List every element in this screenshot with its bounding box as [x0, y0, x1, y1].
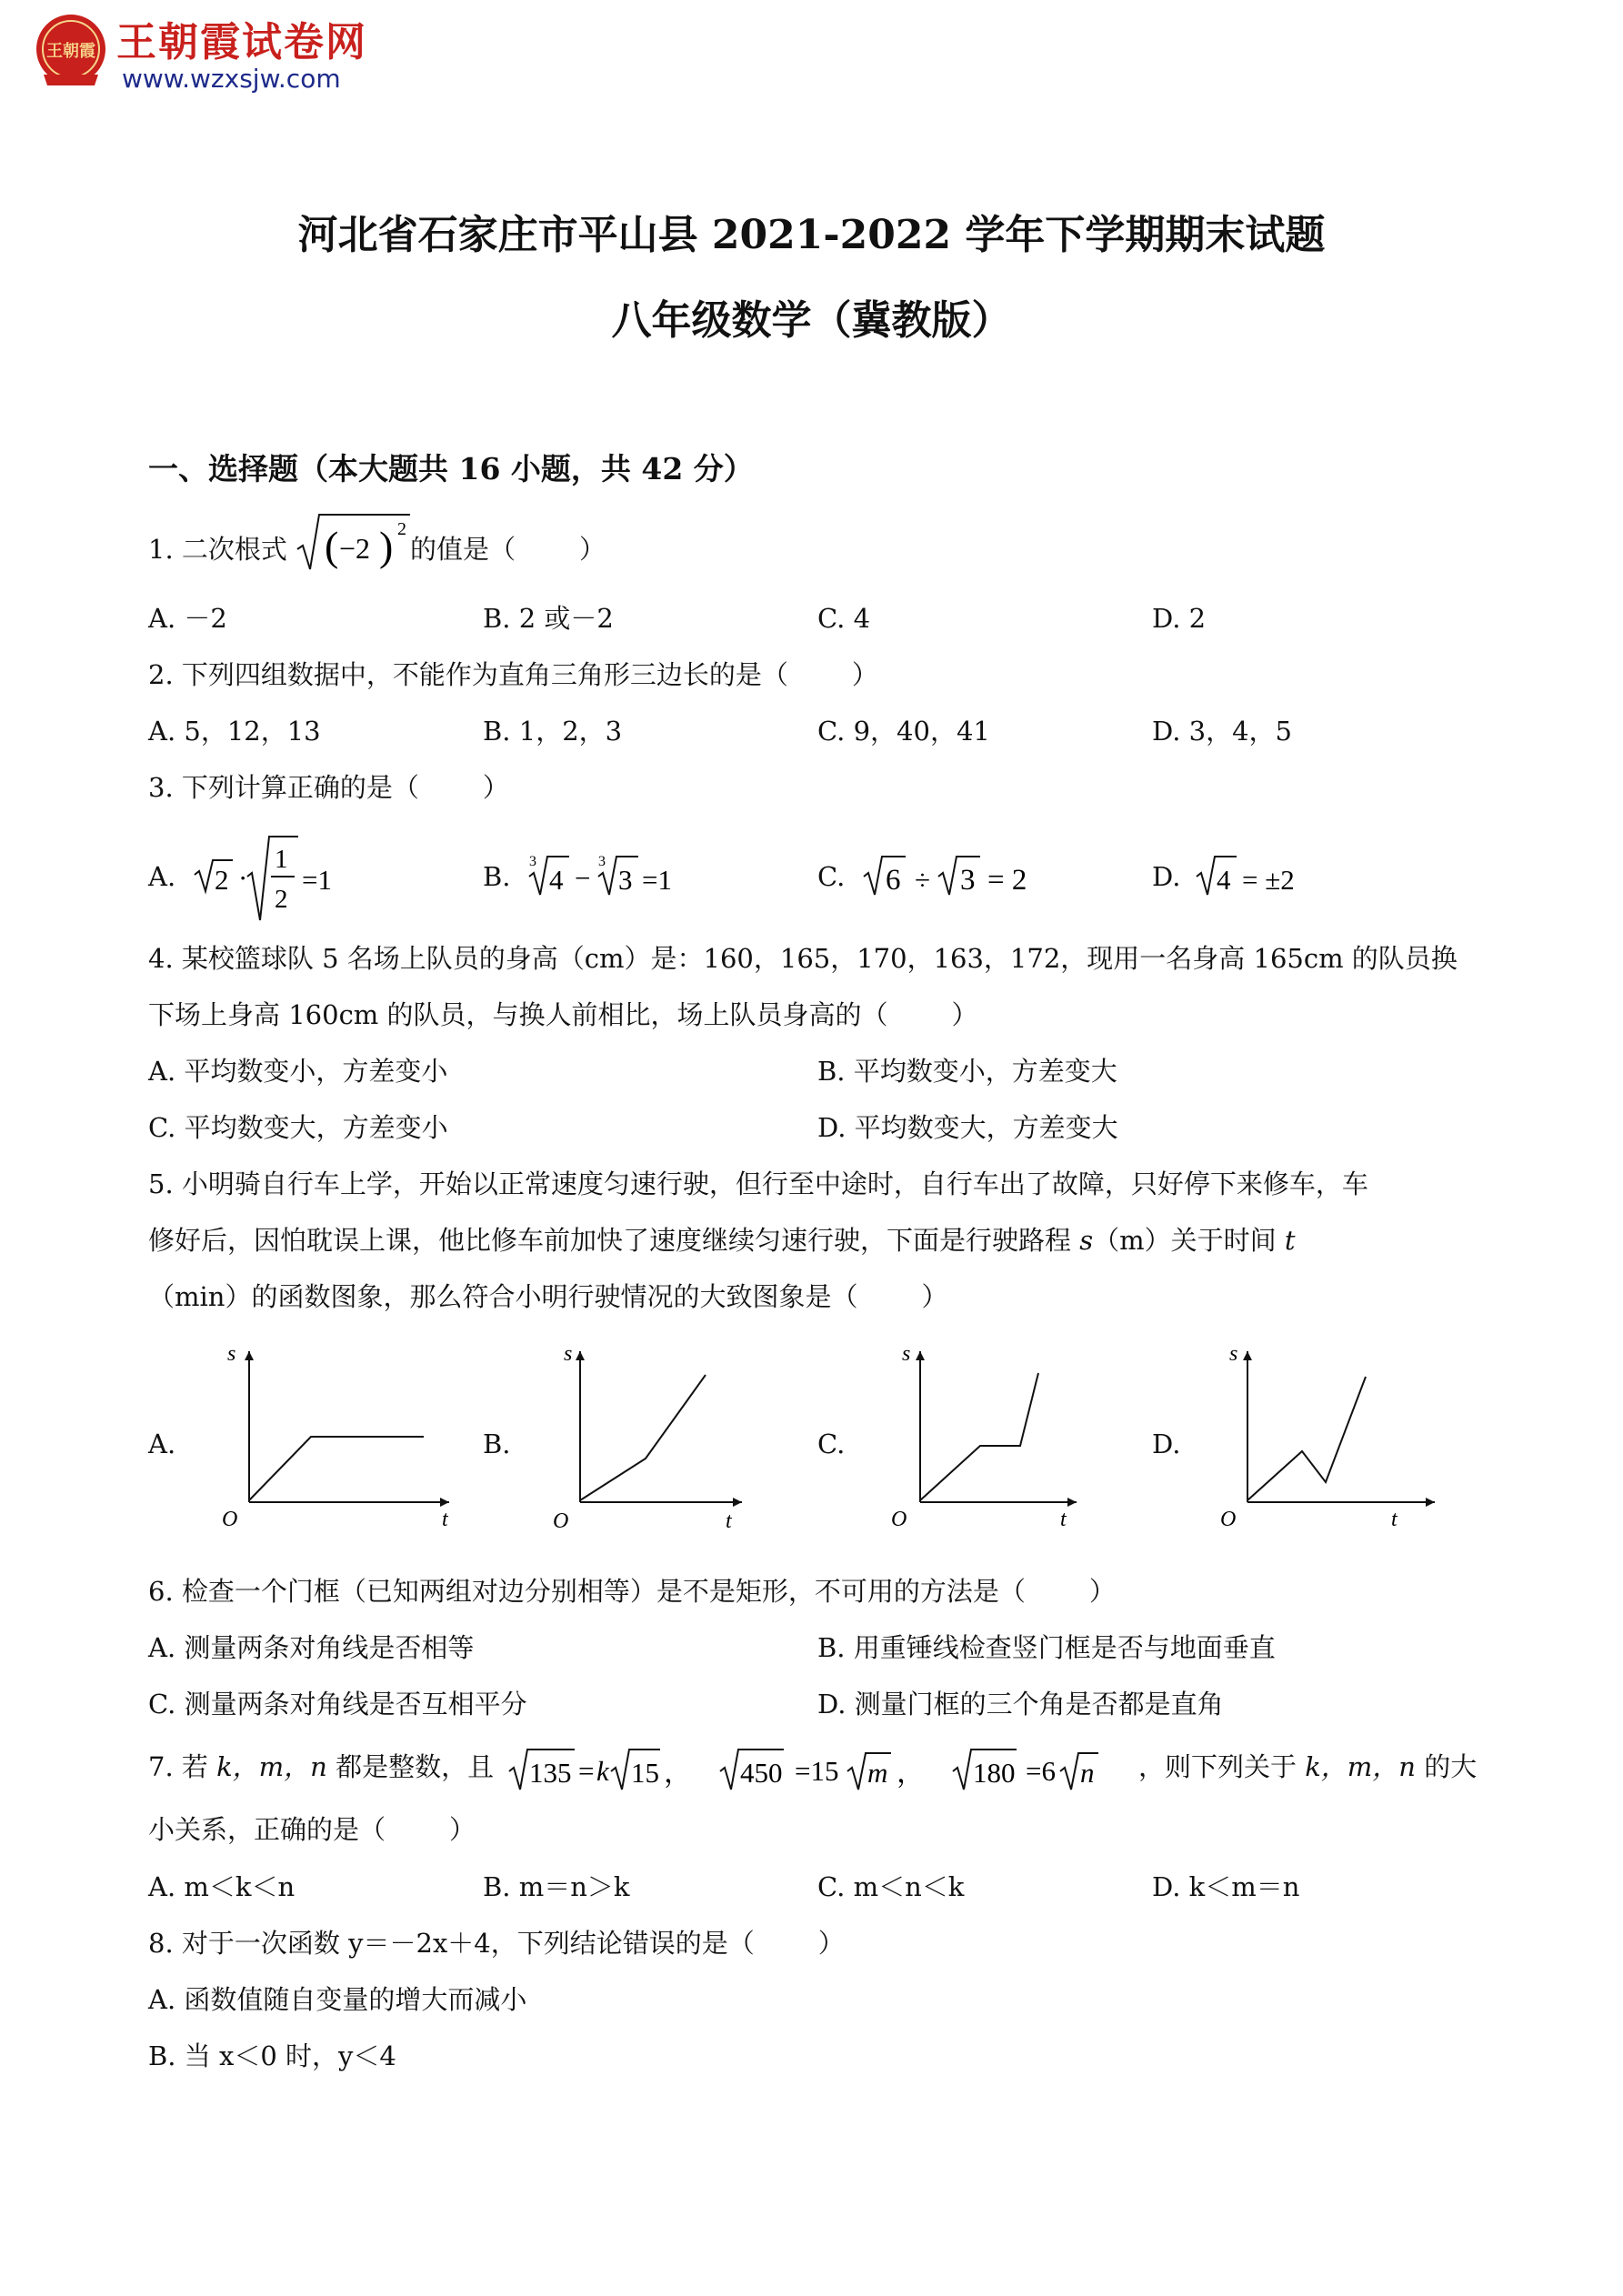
q1-paren-right: ): [379, 523, 394, 569]
section-heading: 一、选择题（本大题共 16 小题，共 42 分）: [148, 451, 754, 486]
q7-radical-expressions: [506, 1740, 1169, 1795]
q1-stem-post: 的值是（: [410, 534, 516, 565]
q5-close: ）: [921, 1281, 948, 1312]
q5-option-b-label[interactable]: B.: [483, 1429, 511, 1459]
graph-line: [1247, 1377, 1366, 1500]
q3a-dot: ·: [238, 862, 248, 894]
q1-option-b[interactable]: B. 2 或－2: [483, 603, 614, 634]
brand-name: 王朝霞试卷网: [116, 19, 367, 65]
q7-line2: 小关系，正确的是（: [148, 1814, 386, 1845]
q7-close: ）: [449, 1814, 476, 1845]
question-3-stem: [148, 769, 509, 806]
q6-close: ）: [1088, 1576, 1116, 1607]
q2-option-d[interactable]: D. 3，4，5: [1152, 716, 1293, 747]
q7-option-d[interactable]: D. k＜m＝n: [1152, 1871, 1300, 1902]
q7-r15: 15: [631, 1757, 659, 1789]
q3-option-a-label[interactable]: A.: [148, 861, 176, 892]
q7-r450: 450: [740, 1757, 783, 1789]
q5-var-t: t: [1284, 1225, 1296, 1256]
q4-option-d[interactable]: D. 平均数变大，方差变大: [817, 1112, 1118, 1143]
brand-seal-logo: [31, 11, 111, 91]
q7-n: n: [1080, 1757, 1095, 1789]
exam-title: 河北省石家庄市平山县 2021-2022 学年下学期期末试题: [297, 212, 1326, 258]
q5-graph-c: [875, 1338, 1120, 1543]
question-7-line2: [148, 1811, 476, 1848]
q3-option-b-expr: [526, 846, 707, 902]
q6-option-b[interactable]: B. 用重锤线检查竖门框是否与地面垂直: [817, 1632, 1276, 1663]
q3b-eq: =1: [642, 864, 672, 896]
q3-option-c-expr: [860, 846, 1060, 902]
q1-exponent: 2: [397, 519, 406, 539]
graph-line: [249, 1437, 424, 1500]
q7-sep2: ，: [897, 1757, 925, 1789]
question-7-line1-post: [1138, 1749, 1477, 1785]
q3-option-c-label[interactable]: C.: [817, 861, 846, 892]
q4-close: ）: [951, 999, 978, 1030]
q6-option-c[interactable]: C. 测量两条对角线是否互相平分: [148, 1689, 527, 1719]
q3b-index-1: 3: [529, 854, 536, 869]
question-7-line1-pre: [148, 1749, 494, 1785]
q5-option-a-label[interactable]: A.: [148, 1429, 176, 1459]
q6-option-d[interactable]: D. 测量门框的三个角是否都是直角: [817, 1689, 1224, 1719]
q8-close: ）: [817, 1928, 845, 1959]
question-8-stem: [148, 1925, 845, 1961]
q8-option-b[interactable]: B. 当 x＜0 时，y＜4: [148, 2040, 396, 2071]
q5-graph-a: [209, 1338, 455, 1543]
q5-line3: （min）的函数图象，那么符合小明行驶情况的大致图象是（: [148, 1281, 858, 1312]
q3a-eq: =1: [302, 864, 332, 896]
q3-option-d-label[interactable]: D.: [1152, 861, 1181, 892]
axis-label-t: t: [1391, 1508, 1398, 1531]
q7-pre: 7. 若: [148, 1751, 208, 1782]
q2-close: ）: [851, 659, 878, 690]
q3a-frac-num: 1: [275, 845, 288, 874]
q3d-radicand: 4: [1217, 864, 1231, 896]
q3-stem: 3. 下列计算正确的是（: [148, 772, 419, 803]
graph-line: [580, 1375, 706, 1500]
q3b-index-2: 3: [598, 854, 606, 869]
question-6-stem: [148, 1573, 1116, 1609]
q7-post-vars: k，m，n: [1305, 1751, 1416, 1782]
q1-option-c[interactable]: C. 4: [817, 603, 871, 634]
question-2-stem: [148, 657, 878, 693]
brand-seal-text: 王朝霞: [46, 42, 95, 60]
q5-option-c-label[interactable]: C.: [817, 1429, 846, 1459]
graph-line: [920, 1373, 1038, 1500]
q7-r180: 180: [973, 1757, 1016, 1789]
q5-option-d-label[interactable]: D.: [1152, 1429, 1181, 1459]
q7-mid: 都是整数，且: [336, 1751, 495, 1782]
question-1-tail: [410, 531, 606, 567]
q7-eq-k: =: [578, 1755, 595, 1787]
q7-post: ，则下列关于: [1138, 1751, 1297, 1782]
q1-option-d[interactable]: D. 2: [1152, 603, 1207, 634]
q7-k: k: [596, 1755, 609, 1787]
q5-var-s: s: [1079, 1225, 1094, 1256]
q1-paren-left: (: [325, 523, 339, 569]
q5-graph-b: [540, 1338, 786, 1543]
q3b-radicand-2: 3: [618, 864, 633, 896]
q7-option-a[interactable]: A. m＜k＜n: [148, 1871, 296, 1902]
question-4-line2: [148, 997, 978, 1033]
q3c-radicand-2: 3: [960, 864, 976, 897]
q2-option-b[interactable]: B. 1，2，3: [483, 716, 623, 747]
question-5-line2: [148, 1222, 1296, 1258]
q3c-div: ÷: [915, 864, 931, 896]
q7-post2: 的大: [1424, 1751, 1478, 1782]
q7-m: m: [867, 1757, 888, 1789]
q5-line2-pre: 修好后，因怕耽误上课，他比修车前加快了速度继续匀速行驶，下面是行驶路程: [148, 1225, 1072, 1256]
q7-option-b[interactable]: B. m＝n＞k: [483, 1871, 630, 1902]
origin-label: O: [222, 1508, 238, 1531]
q3b-minus: −: [575, 862, 591, 894]
q7-eq6: =6: [1026, 1755, 1056, 1787]
q7-vars: k，m，n: [216, 1751, 327, 1782]
axis-label-s: s: [227, 1342, 236, 1366]
q3-option-d-expr: [1193, 846, 1338, 902]
q2-stem: 2. 下列四组数据中，不能作为直角三角形三边长的是（: [148, 659, 788, 690]
q4-option-c[interactable]: C. 平均数变大，方差变小: [148, 1112, 448, 1143]
axis-label-t: t: [726, 1509, 732, 1533]
q4-line2: 下场上身高 160cm 的队员，与换人前相比，场上队员身高的（: [148, 999, 888, 1030]
q1-stem-pre: 1. 二次根式: [148, 534, 287, 565]
origin-label: O: [1220, 1508, 1237, 1531]
q7-option-c[interactable]: C. m＜n＜k: [817, 1871, 965, 1902]
q3-option-a-expr: [191, 827, 364, 926]
q6-option-a[interactable]: A. 测量两条对角线是否相等: [148, 1632, 475, 1663]
q3a-frac-den: 2: [275, 885, 288, 914]
q2-option-c[interactable]: C. 9，40，41: [817, 716, 990, 747]
q4-option-a[interactable]: A. 平均数变小，方差变小: [148, 1056, 448, 1087]
exam-subtitle: 八年级数学（冀教版）: [611, 297, 1012, 344]
q3b-radicand-1: 4: [549, 864, 564, 896]
q3-close: ）: [482, 772, 509, 803]
brand-url: www.wzxsjw.com: [122, 64, 341, 94]
q3d-eq: = ±2: [1242, 864, 1295, 896]
q2-option-a[interactable]: A. 5，12，13: [148, 716, 321, 747]
q7-sep1: ，: [664, 1757, 692, 1789]
q1-close: ）: [579, 534, 606, 565]
q3a-radicand: 2: [215, 864, 229, 896]
q5-graph-d: [1207, 1338, 1453, 1543]
q3c-eq: = 2: [987, 864, 1027, 897]
q7-eq15: =15: [795, 1755, 839, 1787]
axis-label-s: s: [1229, 1342, 1238, 1366]
question-5-line3: [148, 1278, 947, 1315]
q4-option-b[interactable]: B. 平均数变小，方差变大: [817, 1056, 1117, 1087]
axis-label-t: t: [442, 1508, 448, 1531]
axis-label-s: s: [902, 1342, 911, 1366]
q8-option-a[interactable]: A. 函数值随自变量的增大而减小: [148, 1984, 527, 2015]
question-1-stem: [148, 531, 287, 567]
q6-stem: 6. 检查一个门框（已知两组对边分别相等）是不是矩形，不可用的方法是（: [148, 1576, 1026, 1607]
axis-label-s: s: [564, 1342, 573, 1366]
q7-r135: 135: [529, 1757, 572, 1789]
question-5-line1: 5. 小明骑自行车上学，开始以正常速度匀速行驶，但行至中途时，自行车出了故障，只好停下来修车，车: [148, 1168, 1368, 1199]
q1-radical: [294, 509, 412, 575]
axis-label-t: t: [1060, 1508, 1067, 1531]
q8-stem: 8. 对于一次函数 y＝－2x＋4，下列结论错误的是（: [148, 1928, 755, 1959]
origin-label: O: [553, 1509, 569, 1533]
q1-option-a[interactable]: A. －2: [148, 603, 227, 634]
q3c-radicand-1: 6: [886, 864, 901, 897]
origin-label: O: [891, 1508, 907, 1531]
question-4-line1: 4. 某校篮球队 5 名场上队员的身高（cm）是：160，165，170，163，172，现用一名身高 165cm 的队员换: [148, 943, 1458, 974]
q3-option-b-label[interactable]: B.: [483, 861, 511, 892]
q1-radicand: −2: [339, 532, 371, 565]
q5-unit: （m）关于时间: [1093, 1225, 1277, 1256]
